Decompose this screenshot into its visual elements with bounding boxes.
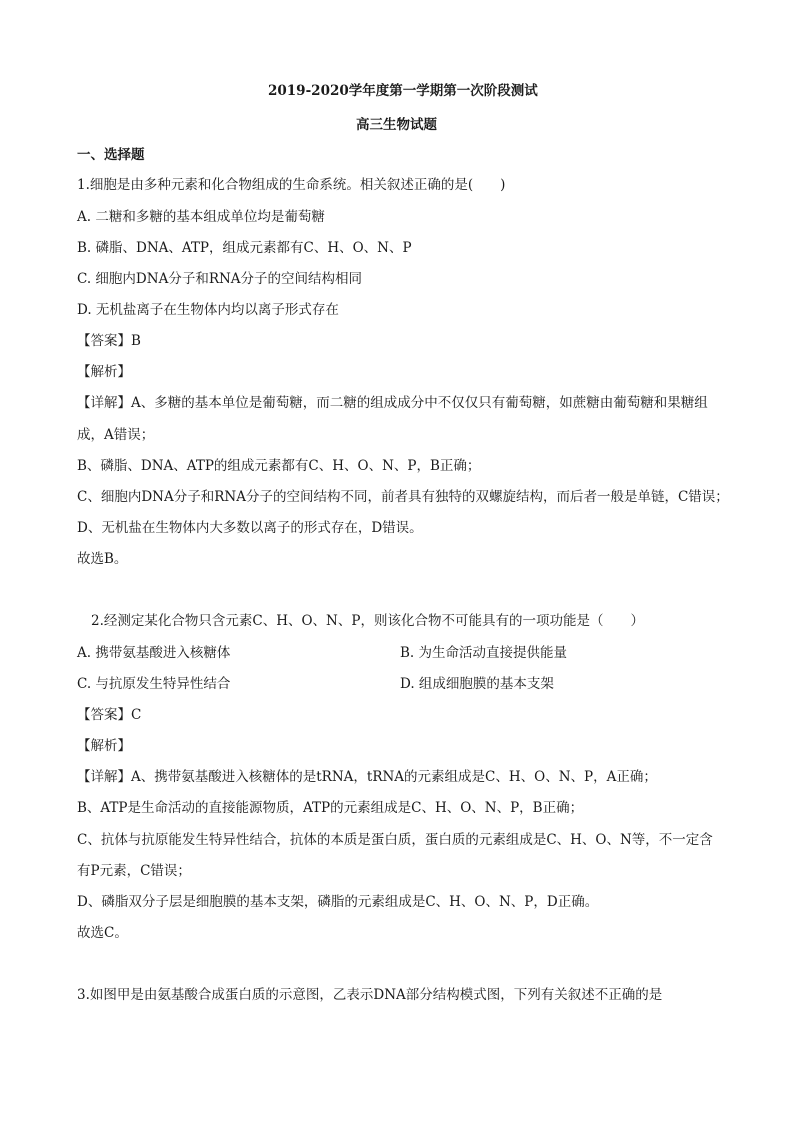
question-2-detail-line: B、ATP是生命活动的直接能源物质，ATP的元素组成是C、H、O、N、P，B正确； xyxy=(77,800,584,816)
question-2-detail-line: D、磷脂双分子层是细胞膜的基本支架，磷脂的元素组成是C、H、O、N、P，D正确。 xyxy=(77,894,599,910)
question-1-option-a: A. 二糖和多糖的基本组成单位均是葡萄糖 xyxy=(77,209,325,225)
question-1-detail-line: 成，A错误； xyxy=(77,427,155,443)
question-2-option-d: D. 组成细胞膜的基本支架 xyxy=(400,676,554,692)
question-1-option-b: B. 磷脂、DNA、ATP，组成元素都有C、H、O、N、P xyxy=(77,240,412,256)
question-2-detail-line: 【详解】A、携带氨基酸进入核糖体的是tRNA，tRNA的元素组成是C、H、O、N、P，A正确； xyxy=(77,769,657,785)
section-heading: 一、选择题 xyxy=(77,147,145,163)
question-2-stem: 2.经测定某化合物只含元素C、H、O、N、P，则该化合物不可能具有的一项功能是（ ） xyxy=(91,613,644,629)
question-1-option-d: D. 无机盐离子在生物体内均以离子形式存在 xyxy=(77,302,339,318)
question-2-detail-line: C、抗体与抗原能发生特异性结合，抗体的本质是蛋白质，蛋白质的元素组成是C、H、O、N等，不一定含 xyxy=(77,832,713,848)
question-2-answer: 【答案】C xyxy=(77,707,142,723)
question-2-detail-line: 故选C。 xyxy=(77,925,128,941)
question-1-detail-line: 故选B。 xyxy=(77,551,128,567)
question-2-option-c: C. 与抗原发生特异性结合 xyxy=(77,676,231,692)
question-1-analysis-label: 【解析】 xyxy=(77,364,131,380)
question-1-stem: 1.细胞是由多种元素和化合物组成的生命系统。相关叙述正确的是( ) xyxy=(77,177,506,193)
question-1-detail-line: 【详解】A、多糖的基本单位是葡萄糖，而二糖的组成成分中不仅仅只有葡萄糖，如蔗糖由葡萄糖和果糖组 xyxy=(77,395,708,411)
exam-subtitle: 高三生物试题 xyxy=(356,117,437,133)
question-2-option-b: B. 为生命活动直接提供能量 xyxy=(400,645,568,661)
question-1-answer: 【答案】B xyxy=(77,333,141,349)
question-1-detail-line: C、细胞内DNA分子和RNA分子的空间结构不同，前者具有独特的双螺旋结构，而后者一般是单链，C错误； xyxy=(77,489,729,505)
exam-title: 2019-2020学年度第一学期第一次阶段测试 xyxy=(268,83,538,99)
question-3-stem: 3.如图甲是由氨基酸合成蛋白质的示意图，乙表示DNA部分结构模式图，下列有关叙述不正确的是 xyxy=(77,987,663,1003)
question-1-detail-line: B、磷脂、DNA、ATP的组成元素都有C、H、O、N、P，B正确； xyxy=(77,458,481,474)
question-1-option-c: C. 细胞内DNA分子和RNA分子的空间结构相同 xyxy=(77,271,363,287)
question-2-detail-line: 有P元素，C错误； xyxy=(77,863,191,879)
question-1-detail-line: D、无机盐在生物体内大多数以离子的形式存在，D错误。 xyxy=(77,520,423,536)
question-2-option-a: A. 携带氨基酸进入核糖体 xyxy=(77,645,231,661)
question-2-analysis-label: 【解析】 xyxy=(77,738,131,754)
